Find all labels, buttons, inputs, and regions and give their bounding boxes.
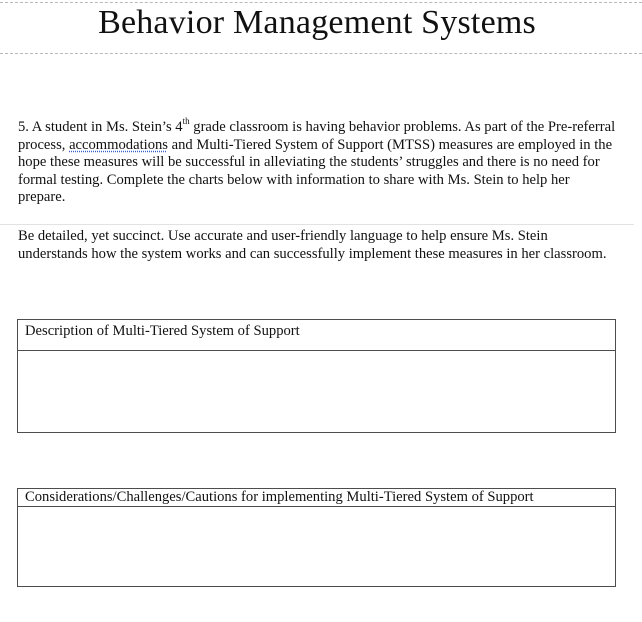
- header-bottom-rule: [0, 53, 642, 54]
- prompt-text-3: and Multi-Tiered System of Support (MTSS) measures are employed in the hope these measures will be successful in alleviating the students’ struggles and there is no need for formal testing. Complete the charts below with information to share with Ms. Stein to help her prepare.: [18, 136, 613, 206]
- prompt-text-2: grade classroom is having behavior problems. As part of the Pre-referral process,: [18, 119, 616, 153]
- section-divider: [0, 224, 634, 225]
- mtss-considerations-chart: [17, 488, 616, 587]
- question-prompt: [18, 116, 618, 207]
- mtss-description-chart: [17, 319, 616, 433]
- instructions-text: Be detailed, yet succinct. Use accurate and user-friendly language to help ensure Ms. Stein understands how the system works and can successfully implement these measures in her classroom.: [18, 228, 607, 262]
- considerations-response-cell[interactable]: [18, 507, 615, 586]
- description-response-cell[interactable]: [18, 351, 615, 432]
- chart-heading-description: Description of Multi-Tiered System of Support: [18, 320, 615, 351]
- spellcheck-flagged-word: accommodations: [69, 136, 168, 153]
- page-title: Behavior Management Systems: [98, 4, 536, 41]
- prompt-ordinal-suffix: th: [182, 116, 190, 127]
- page-header: [0, 0, 642, 54]
- chart-heading-considerations: Considerations/Challenges/Cautions for implementing Multi-Tiered System of Support: [18, 489, 615, 507]
- prompt-text-1: 5. A student in Ms. Stein’s 4: [18, 119, 183, 135]
